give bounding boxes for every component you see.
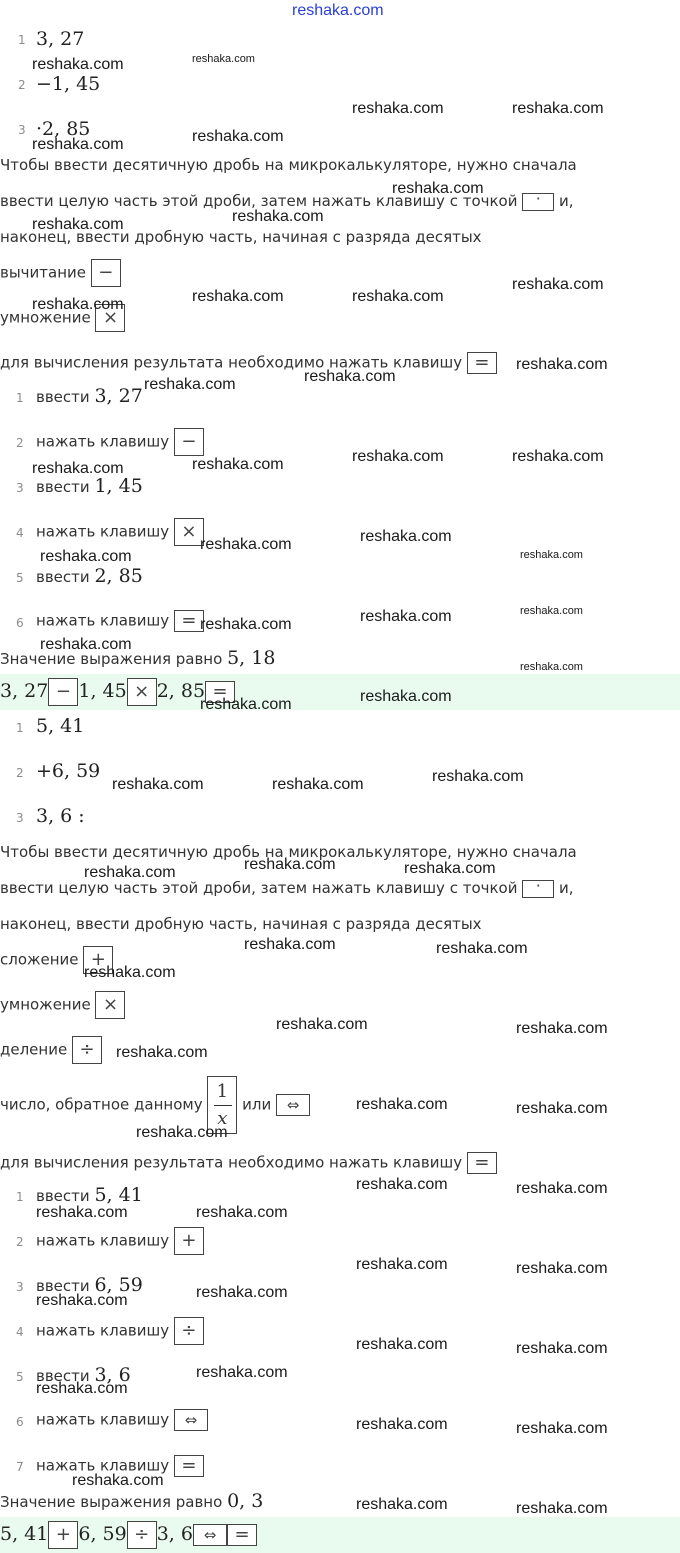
step-row (36, 610, 204, 632)
site-watermark: reshaka.com (352, 448, 444, 465)
site-watermark: reshaka.com (512, 100, 604, 117)
site-watermark: reshaka.com (520, 661, 583, 673)
step-row (36, 1317, 204, 1345)
expression-term: −1, 45 (36, 73, 101, 95)
step-number: 2 (16, 1235, 24, 1249)
sequence-number: 2, 85 (156, 680, 206, 702)
site-watermark: reshaka.com (72, 1472, 164, 1489)
site-watermark: reshaka.com (36, 1380, 128, 1397)
site-watermark: reshaka.com (84, 964, 176, 981)
step-text: нажать клавишу (36, 522, 170, 541)
step-value: 3, 27 (94, 385, 143, 407)
site-watermark: reshaka.com (112, 776, 204, 793)
step-value: 2, 85 (94, 565, 143, 587)
site-watermark: reshaka.com (516, 1340, 608, 1357)
swap-key: ⇔ (193, 1524, 227, 1546)
site-watermark: reshaka.com (36, 1292, 128, 1309)
fraction-bar (214, 1105, 232, 1106)
instruction-text-part: ввести целую часть этой дроби, затем нажать клавишу с точкой (0, 192, 518, 210)
expr-number: 1 (18, 33, 26, 47)
site-watermark: reshaka.com (356, 1256, 448, 1273)
operation-row (0, 259, 121, 287)
step-number: 1 (16, 391, 24, 405)
operation-label: умножение (0, 308, 91, 327)
operation-row (0, 991, 125, 1019)
step-value: 3, 6 (94, 1364, 131, 1386)
site-watermark: reshaka.com (40, 548, 132, 565)
site-watermark: reshaka.com (276, 1016, 368, 1033)
plus-key: + (83, 946, 113, 974)
site-watermark: reshaka.com (136, 1124, 228, 1141)
site-watermark: reshaka.com (36, 1204, 128, 1221)
step-number: 2 (16, 436, 24, 450)
answer-text: Значение выражения равно (0, 1493, 223, 1511)
sequence-number: 1, 45 (78, 680, 127, 702)
divide-key: ÷ (127, 1521, 157, 1549)
step-number: 5 (16, 1370, 24, 1384)
result-prompt-row (0, 1152, 497, 1174)
site-watermark: reshaka.com (196, 1284, 288, 1301)
plus-key: + (48, 1521, 78, 1549)
equals-key: = (174, 610, 204, 632)
equals-key: = (174, 1455, 204, 1477)
site-watermark: reshaka.com (432, 768, 524, 785)
times-key: × (95, 991, 125, 1019)
expression-term: ·2, 85 (36, 118, 91, 140)
result-prompt-row (0, 352, 497, 374)
site-watermark: reshaka.com (32, 56, 124, 73)
site-watermark: reshaka.com (192, 53, 255, 65)
expr-number: 1 (16, 721, 24, 735)
site-watermark: reshaka.com (356, 1096, 448, 1113)
answer-row (0, 1490, 263, 1512)
sequence-number: 5, 41 (0, 1523, 49, 1545)
instruction-text-part: ввести целую часть этой дроби, затем нажать клавишу с точкой (0, 879, 518, 897)
site-watermark: reshaka.com (244, 936, 336, 953)
equals-key: = (205, 681, 235, 703)
site-watermark: reshaka.com (516, 1180, 608, 1197)
answer-text: Значение выражения равно (0, 650, 223, 668)
step-row (36, 518, 204, 546)
site-watermark: reshaka.com (32, 296, 124, 313)
instruction-text: наконец, ввести дробную часть, начиная с разряда десятых (0, 915, 482, 933)
step-number: 5 (16, 571, 24, 585)
site-watermark: reshaka.com (200, 696, 292, 713)
reciprocal-denominator: x (217, 1108, 228, 1129)
minus-key: − (91, 259, 121, 287)
step-row (36, 385, 143, 407)
key-sequence (0, 1521, 257, 1549)
expression-term: 3, 27 (36, 28, 85, 50)
step-row (36, 428, 204, 456)
site-watermark: reshaka.com (356, 1336, 448, 1353)
site-watermark: reshaka.com (116, 1044, 208, 1061)
operation-label: умножение (0, 995, 91, 1014)
site-watermark: reshaka.com (196, 1204, 288, 1221)
divide-key: ÷ (72, 1036, 102, 1064)
expr-number: 3 (16, 811, 24, 825)
step-row (36, 1227, 204, 1255)
site-watermark: reshaka.com (200, 536, 292, 553)
step-value: 1, 45 (94, 475, 143, 497)
step-text: ввести (36, 388, 90, 406)
site-watermark: reshaka.com (232, 208, 324, 225)
operation-row (0, 1036, 102, 1064)
reciprocal-numerator: 1 (216, 1081, 229, 1102)
equals-key: = (467, 352, 497, 374)
step-row (36, 475, 143, 497)
site-watermark: reshaka.com (304, 368, 396, 385)
site-watermark: reshaka.com (200, 616, 292, 633)
site-watermark: reshaka.com (84, 864, 176, 881)
site-watermark: reshaka.com (196, 1364, 288, 1381)
step-text: нажать клавишу (36, 1231, 170, 1250)
divide-key: ÷ (174, 1317, 204, 1345)
expr-number: 3 (18, 123, 26, 137)
site-watermark: reshaka.com (404, 860, 496, 877)
swap-key: ⇔ (276, 1094, 310, 1116)
step-text: ввести (36, 1277, 90, 1295)
site-watermark: reshaka.com (512, 276, 604, 293)
expr-number: 2 (18, 78, 26, 92)
minus-key: − (174, 428, 204, 456)
step-text: нажать клавишу (36, 1456, 170, 1475)
operation-label: число, обратное данному (0, 1095, 203, 1114)
sequence-number: 3, 6 (156, 1523, 193, 1545)
step-text: ввести (36, 1187, 90, 1205)
step-text: нажать клавишу (36, 1321, 170, 1340)
site-watermark: reshaka.com (356, 1176, 448, 1193)
site-watermark: reshaka.com (192, 128, 284, 145)
step-text: ввести (36, 1367, 90, 1385)
swap-key: ⇔ (174, 1409, 208, 1431)
operation-label: деление (0, 1040, 68, 1059)
site-watermark: reshaka.com (32, 136, 124, 153)
expression-term: 3, 6 : (36, 805, 85, 827)
step-text: нажать клавишу (36, 432, 170, 451)
instruction-text: Чтобы ввести десятичную дробь на микрокалькуляторе, нужно сначала (0, 843, 577, 861)
instruction-text-part: и, (559, 879, 574, 897)
step-number: 7 (16, 1460, 24, 1474)
equals-key: = (227, 1524, 257, 1546)
equals-key: = (467, 1152, 497, 1174)
site-watermark: reshaka.com (516, 356, 608, 373)
step-text: ввести (36, 478, 90, 496)
site-watermark: reshaka.com (32, 216, 124, 233)
expression-term: 5, 41 (36, 715, 85, 737)
operation-label: вычитание (0, 263, 87, 282)
sequence-number: 6, 59 (78, 1523, 127, 1545)
step-number: 6 (16, 1415, 24, 1429)
site-watermark: reshaka.com (352, 100, 444, 117)
plus-key: + (174, 1227, 204, 1255)
site-watermark: reshaka.com (40, 636, 132, 653)
site-watermark: reshaka.com (516, 1260, 608, 1277)
answer-value: 0, 3 (227, 1490, 264, 1512)
site-watermark: reshaka.com (516, 1420, 608, 1437)
operation-label: сложение (0, 950, 79, 969)
operation-label: или (242, 1095, 272, 1114)
step-number: 3 (16, 481, 24, 495)
step-text: нажать клавишу (36, 611, 170, 630)
site-watermark: reshaka.com (512, 448, 604, 465)
step-number: 4 (16, 1325, 24, 1339)
site-watermark: reshaka.com (360, 608, 452, 625)
times-key: × (174, 518, 204, 546)
site-watermark: reshaka.com (516, 1100, 608, 1117)
step-row (36, 565, 143, 587)
step-value: 5, 41 (94, 1184, 143, 1206)
step-text: ввести (36, 568, 90, 586)
step-text: нажать клавишу (36, 1410, 170, 1429)
step-number: 4 (16, 526, 24, 540)
site-watermark: reshaka.com (192, 456, 284, 473)
expression-term: +6, 59 (36, 760, 101, 782)
site-watermark: reshaka.com (436, 940, 528, 957)
instruction-text: Чтобы ввести десятичную дробь на микрокалькуляторе, нужно сначала (0, 156, 577, 174)
step-number: 3 (16, 1280, 24, 1294)
result-prompt: для вычисления результата необходимо нажать клавишу (0, 1153, 463, 1172)
step-row (36, 1409, 208, 1431)
times-key: × (127, 678, 157, 706)
site-watermark: reshaka.com (356, 1496, 448, 1513)
site-watermark: reshaka.com (392, 180, 484, 197)
times-key: × (95, 304, 125, 332)
site-watermark: reshaka.com (192, 288, 284, 305)
site-watermark: reshaka.com (516, 1020, 608, 1037)
sequence-number: 3, 27 (0, 680, 49, 702)
site-watermark: reshaka.com (356, 1416, 448, 1433)
expr-number: 2 (16, 766, 24, 780)
site-watermark: reshaka.com (144, 376, 236, 393)
site-watermark: reshaka.com (360, 688, 452, 705)
decimal-point-key: · (522, 193, 554, 211)
site-watermark: reshaka.com (244, 856, 336, 873)
site-watermark-header: reshaka.com (292, 2, 384, 19)
step-number: 1 (16, 1190, 24, 1204)
site-watermark: reshaka.com (352, 288, 444, 305)
decimal-point-key: · (522, 880, 554, 898)
instruction-text: наконец, ввести дробную часть, начиная с разряда десятых (0, 228, 482, 246)
step-row (36, 1184, 143, 1206)
site-watermark: reshaka.com (516, 1500, 608, 1517)
instruction-text-part: и, (559, 192, 574, 210)
step-value: 6, 59 (94, 1274, 143, 1296)
site-watermark: reshaka.com (520, 549, 583, 561)
site-watermark: reshaka.com (520, 605, 583, 617)
minus-key: − (48, 678, 78, 706)
step-number: 6 (16, 616, 24, 630)
site-watermark: reshaka.com (32, 460, 124, 477)
site-watermark: reshaka.com (360, 528, 452, 545)
site-watermark: reshaka.com (272, 776, 364, 793)
result-prompt: для вычисления результата необходимо нажать клавишу (0, 353, 463, 372)
answer-value: 5, 18 (227, 647, 276, 669)
